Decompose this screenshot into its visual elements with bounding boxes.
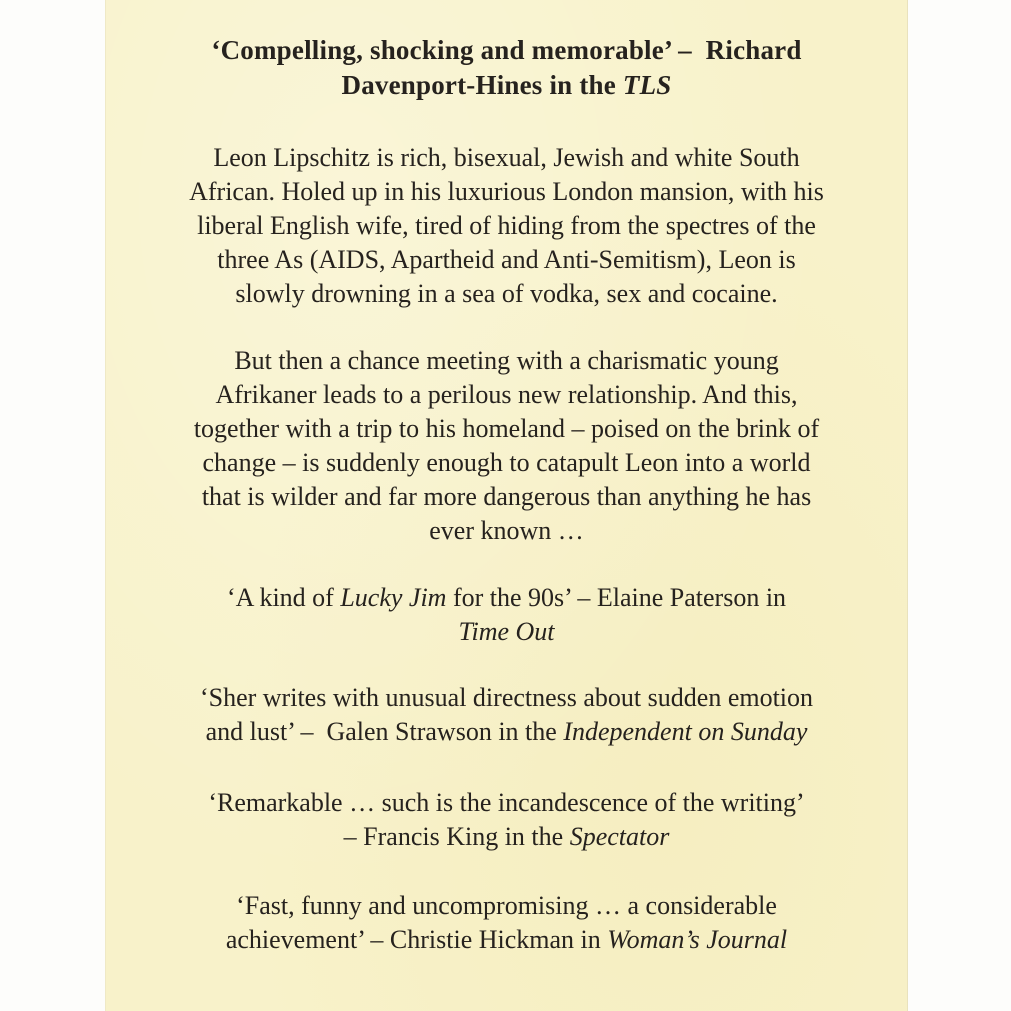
text-segment: ‘Remarkable … such is the incandescence of the writing’ <box>208 788 805 817</box>
text-line <box>134 33 879 68</box>
text-segment: together with a trip to his homeland – poised on the brink of <box>193 414 820 443</box>
publication-title: Time Out <box>458 617 555 646</box>
text-segment: slowly drowning in a sea of vodka, sex and cocaine. <box>235 279 778 308</box>
text-line <box>134 514 879 548</box>
text-line <box>134 175 879 209</box>
text-line <box>134 446 879 480</box>
text-line <box>134 615 879 649</box>
text-segment: three As (AIDS, Apartheid and Anti-Semitism), Leon is <box>217 245 796 274</box>
text-line <box>134 786 879 820</box>
text-line <box>134 344 879 378</box>
publication-title: Independent on Sunday <box>563 717 808 746</box>
text-segment: Leon Lipschitz is rich, bisexual, Jewish and white South <box>213 143 800 172</box>
text-segment: liberal English wife, tired of hiding from the spectres of the <box>197 211 816 240</box>
text-segment: achievement’ – Christie Hickman in <box>225 925 608 954</box>
text-segment: change – is suddenly enough to catapult Leon into a world <box>202 448 811 477</box>
publication-title: TLS <box>622 70 672 100</box>
review-quote-independent <box>134 681 879 749</box>
text-segment: for the 90s’ – Elaine Paterson in <box>446 583 787 612</box>
text-line <box>134 581 879 615</box>
review-quote-time-out <box>134 581 879 649</box>
text-segment: ‘Sher writes with unusual directness about sudden emotion <box>199 683 814 712</box>
header-press-quote <box>134 33 879 103</box>
review-quote-spectator <box>134 786 879 854</box>
text-segment: African. Holed up in his luxurious London mansion, with his <box>189 177 824 206</box>
text-segment: that is wilder and far more dangerous than anything he has <box>201 482 812 511</box>
back-cover-paper <box>105 0 908 1011</box>
text-line <box>134 681 879 715</box>
text-segment: and lust’ – Galen Strawson in the <box>205 717 564 746</box>
book-title: Lucky Jim <box>340 583 447 612</box>
text-line <box>134 243 879 277</box>
publication-title: Woman’s Journal <box>607 925 788 954</box>
text-segment: – Francis King in the <box>343 822 570 851</box>
text-line <box>134 277 879 311</box>
text-line <box>134 820 879 854</box>
text-line <box>134 209 879 243</box>
text-segment: Afrikaner leads to a perilous new relationship. And this, <box>215 380 798 409</box>
text-line <box>134 923 879 957</box>
synopsis-paragraph-1 <box>134 141 879 311</box>
text-line <box>134 715 879 749</box>
text-line <box>134 68 879 103</box>
text-segment: ‘Fast, funny and uncompromising … a considerable <box>236 891 777 920</box>
text-segment: ‘Compelling, shocking and memorable’ – Richard <box>211 35 802 65</box>
publication-title: Spectator <box>569 822 670 851</box>
synopsis-paragraph-2 <box>134 344 879 548</box>
text-line <box>134 378 879 412</box>
text-segment: Davenport-Hines in the <box>341 70 623 100</box>
text-line <box>134 480 879 514</box>
text-segment: ‘A kind of <box>226 583 341 612</box>
text-line <box>134 889 879 923</box>
text-line <box>134 412 879 446</box>
text-line <box>134 141 879 175</box>
text-segment: ever known … <box>429 516 584 545</box>
review-quote-womans-journal <box>134 889 879 957</box>
text-segment: But then a chance meeting with a charismatic young <box>234 346 779 375</box>
